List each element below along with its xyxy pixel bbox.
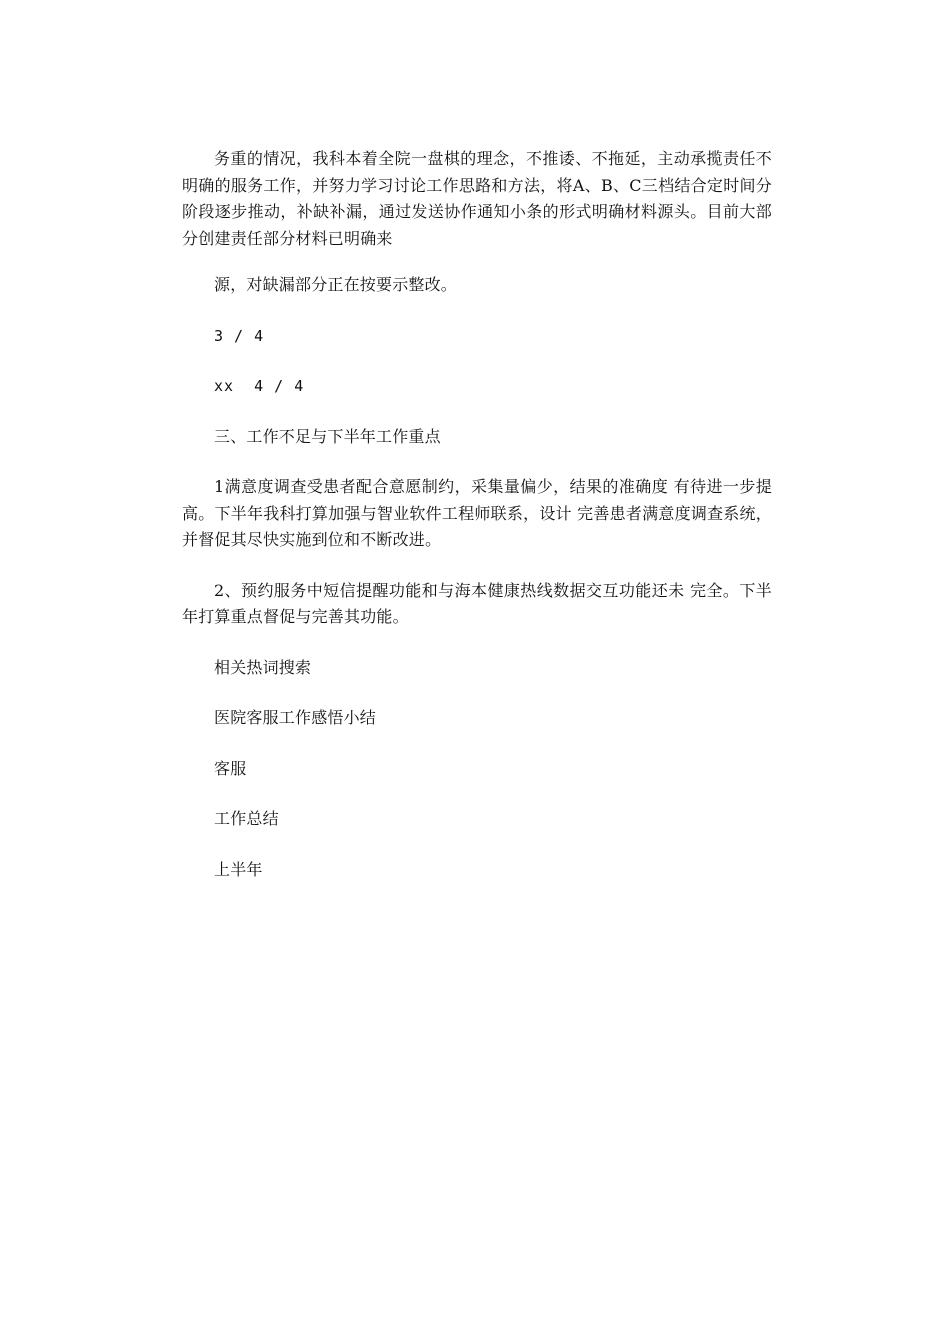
page-number-marker: 3 / 4 bbox=[214, 326, 265, 345]
related-keyword[interactable]: 上半年 bbox=[214, 859, 263, 879]
list-item-1: 1满意度调查受患者配合意愿制约，采集量偏少，结果的准确度 有待进一步提高。下半年我科打算加强与智业软件工程师联系，设计 完善患者满意度调查系统，并督促其尽快实施到位和不断改进。 bbox=[182, 477, 772, 549]
body-paragraph: 务重的情况，我科本着全院一盘棋的理念，不推诿、不拖延，主动承揽责任不明确的服务工作，并努力学习讨论工作思路和方法，将A、B、C三档结合定时间分阶段逐步推动，补缺补漏，通过发送协作通知小条的形式明确材料源头。目前大部分创建责任部分材料已明确来 bbox=[182, 149, 772, 248]
related-keyword[interactable]: 客服 bbox=[214, 758, 247, 778]
related-search-heading: 相关热词搜索 bbox=[214, 657, 312, 677]
section-heading: 三、工作不足与下半年工作重点 bbox=[214, 426, 441, 446]
page-number-marker-2: xx 4 / 4 bbox=[214, 377, 305, 395]
related-keyword[interactable]: 医院客服工作感悟小结 bbox=[214, 708, 377, 727]
list-item-2: 2、预约服务中短信提醒功能和与海本健康热线数据交互功能还未 完全。下半年打算重点督促与完善其功能。 bbox=[182, 580, 772, 626]
document-page bbox=[182, 146, 772, 907]
body-paragraph-continued: 源，对缺漏部分正在按要示整改。 bbox=[214, 275, 458, 294]
related-keyword[interactable]: 工作总结 bbox=[214, 809, 279, 828]
